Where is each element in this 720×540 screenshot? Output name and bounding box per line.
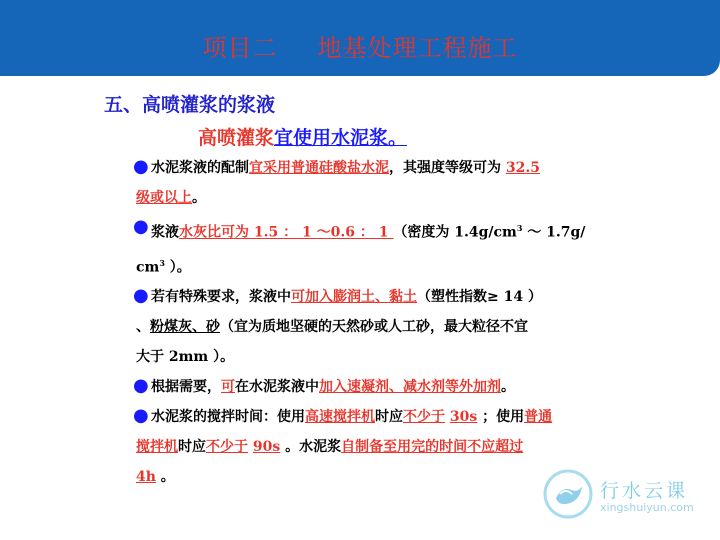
highlight: 高速搅拌机	[305, 409, 375, 426]
text: 水泥浆液的配制	[151, 160, 249, 176]
page-title	[0, 28, 720, 63]
subtitle-part1: 高喷灌浆	[198, 127, 275, 149]
content-body	[133, 153, 621, 492]
logo-url: xingshuiyun.com	[600, 501, 694, 514]
title-banner	[0, 0, 720, 76]
text: 。	[192, 190, 206, 206]
highlight: 普通	[524, 409, 553, 426]
highlight: 90s	[252, 439, 281, 456]
text: 。	[501, 379, 515, 396]
text: 时应	[375, 409, 403, 426]
highlight: 0.6 ：	[330, 224, 374, 241]
bullet-icon: ●	[133, 375, 149, 397]
text: 。水泥浆	[280, 439, 342, 456]
highlight: 可加入膨润土、黏土	[291, 289, 417, 306]
paragraph-additives	[133, 282, 621, 372]
text: 、	[136, 319, 150, 336]
highlight: 1	[297, 224, 317, 241]
underlined-text: 粉煤灰、砂	[150, 319, 220, 336]
bullet-icon: ●	[133, 285, 149, 307]
water-drop-icon	[542, 468, 594, 520]
text: 大于 2mm ）。	[136, 349, 235, 366]
text: （宜为质地坚硬的天然砂或人工砂，最大粒径不宜	[220, 319, 528, 336]
highlight: 1.5 ：	[249, 224, 298, 241]
text: ；使用	[477, 409, 525, 426]
highlight: 不少于	[206, 439, 248, 456]
bullet-icon: ●	[133, 156, 149, 177]
highlight: ～	[316, 224, 331, 241]
superscript: 3	[159, 257, 165, 268]
highlight: 水灰比可为	[179, 224, 249, 241]
highlight: 4h	[136, 469, 156, 486]
text: （密度为 1.4g/cm	[393, 224, 517, 241]
text: ）。	[164, 259, 191, 276]
text: 水泥浆的搅拌时间：使用	[151, 409, 305, 426]
highlight: 32.5	[505, 160, 540, 176]
title-part1: 项目二	[202, 34, 278, 62]
text: ，其强度等级可为	[389, 160, 506, 176]
highlight: 可	[221, 379, 235, 396]
logo-text: 行水云课	[600, 480, 689, 502]
highlight: 加入速凝剂、减水剂等外加剂	[319, 379, 501, 396]
highlight: 30s	[449, 409, 478, 426]
title-part2: 地基处理工程施工	[317, 34, 518, 62]
text: 在水泥浆液中	[235, 379, 319, 396]
text: ～ 1.7g/	[522, 224, 586, 241]
text: 浆液	[151, 224, 179, 241]
text: cm	[136, 259, 160, 276]
highlight: 级或以上	[136, 190, 192, 206]
highlight: 1	[373, 224, 394, 241]
paragraph-water-cement-ratio	[133, 213, 621, 282]
bullet-icon: ●	[133, 216, 149, 237]
bullet-icon: ●	[133, 405, 149, 427]
paragraph-cement-preparation	[133, 153, 621, 213]
highlight: 不少于	[403, 409, 445, 426]
text: 。	[155, 469, 175, 486]
text: （塑性指数≥ 14 ）	[417, 289, 542, 306]
paragraph-admixtures	[133, 372, 621, 402]
subtitle	[198, 123, 407, 150]
superscript: 3	[516, 223, 523, 233]
text: 根据需要，	[151, 379, 221, 396]
highlight: 宜采用普通硅酸盐水泥	[249, 160, 389, 176]
subtitle-part2: 宜使用水泥浆。	[274, 127, 408, 149]
highlight: 搅拌机	[136, 439, 178, 456]
highlight: 自制备至用完的时间不应超过	[341, 439, 524, 456]
text: 若有特殊要求，浆液中	[151, 289, 291, 306]
text: 时应	[178, 439, 206, 456]
section-heading: 五、高喷灌浆的浆液	[104, 94, 276, 116]
watermark-logo	[540, 464, 710, 524]
